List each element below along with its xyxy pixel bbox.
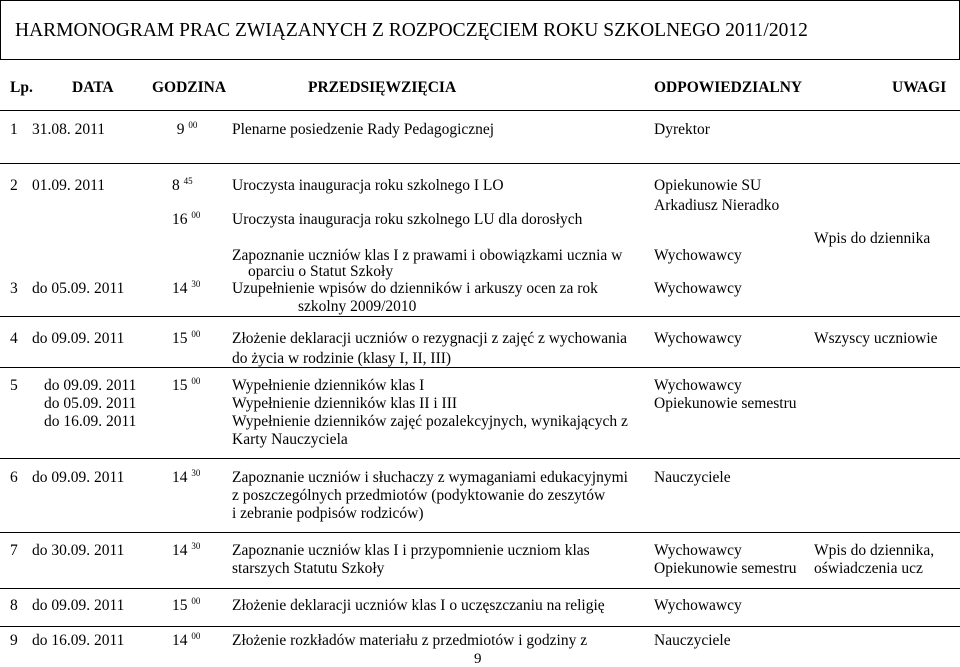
row-task: Zapoznanie uczniów klas I z prawami i obowiązkami ucznia w xyxy=(232,247,623,264)
row-task: Plenarne posiedzenie Rady Pedagogicznej xyxy=(228,111,650,164)
row-responsible: Wychowawcy xyxy=(654,330,742,347)
header-data: DATA xyxy=(72,79,114,96)
row-note: Wpis do dziennika, xyxy=(814,542,935,559)
row-time: 14 $^{00}$ xyxy=(172,631,201,649)
header-uwagi: UWAGI xyxy=(892,79,947,96)
row-lp: 9 xyxy=(10,632,18,649)
row-task: i zebranie podpisów rodziców) xyxy=(232,505,424,522)
row-date: do 05.09. 2011 xyxy=(32,280,125,297)
row-responsible: Arkadiusz Nieradko xyxy=(654,197,780,214)
schedule-table xyxy=(0,66,960,653)
table-row xyxy=(0,368,960,459)
row-lp: 1 xyxy=(0,111,28,164)
row-date: do 16.09. 2011 xyxy=(44,413,137,430)
row-task: Wypełnienie dzienników klas II i III xyxy=(232,395,458,412)
row-time: 16 $^{00}$ xyxy=(172,210,201,228)
row-responsible: Wychowawcy xyxy=(654,377,742,394)
row-responsible: Nauczyciele xyxy=(654,469,731,486)
table-row xyxy=(0,111,960,164)
table-row xyxy=(0,627,960,654)
table-row xyxy=(0,164,960,317)
header-godzina: GODZINA xyxy=(152,79,227,96)
row-date: do 09.09. 2011 xyxy=(32,330,125,347)
row-task: Karty Nauczyciela xyxy=(232,431,348,448)
row-task: Wypełnienie dzienników klas I xyxy=(232,377,425,394)
row-task: Złożenie deklaracji uczniów o rezygnacji z zajęć z wychowania xyxy=(232,330,628,347)
row-responsible: Nauczyciele xyxy=(654,632,731,649)
row-lp: 6 xyxy=(10,469,18,486)
row-date: do 09.09. 2011 xyxy=(32,469,125,486)
row-task: Zapoznanie uczniów klas I i przypomnienie uczniom klas xyxy=(232,542,590,559)
row-time: 14 $^{30}$ xyxy=(172,541,201,559)
row-time: 14 $^{30}$ xyxy=(172,468,201,486)
row-date: do 09.09. 2011 xyxy=(32,597,125,614)
row-date: do 30.09. 2011 xyxy=(32,542,125,559)
table-row xyxy=(0,533,960,589)
row-date: do 16.09. 2011 xyxy=(32,632,125,649)
row-time: 14 $^{30}$ xyxy=(172,279,201,297)
row-lp: 2 xyxy=(10,177,18,194)
row-task: Złożenie rozkładów materiału z przedmiotów i godziny z xyxy=(232,632,588,649)
table-row xyxy=(0,589,960,627)
row-lp: 8 xyxy=(10,597,18,614)
row-responsible: Wychowawcy xyxy=(654,597,742,614)
row-lp: 3 xyxy=(10,280,18,297)
row-time: 15 $^{00}$ xyxy=(172,376,201,394)
row-time: 15 $^{00}$ xyxy=(172,329,201,347)
row-lp: 7 xyxy=(10,542,18,559)
row-lp: 5 xyxy=(10,377,18,394)
row-task: Uroczysta inauguracja roku szkolnego I LO xyxy=(232,177,504,194)
row-responsible: Wychowawcy xyxy=(654,542,742,559)
row-responsible: Opiekunowie semestru xyxy=(654,560,797,577)
row-note: oświadczenia ucz xyxy=(814,560,923,577)
row-task: Złożenie deklaracji uczniów klas I o uczęszczaniu na religię xyxy=(232,597,605,614)
table-header-row xyxy=(0,66,960,111)
header-przedsiewziecia: PRZEDSIĘWZIĘCIA xyxy=(308,79,457,96)
header-odpowiedzialny: ODPOWIEDZIALNY xyxy=(654,79,803,96)
row-task: szkolny 2009/2010 xyxy=(298,298,417,315)
row-responsible: Wychowawcy xyxy=(654,247,742,264)
row-task: do życia w rodzinie (klasy I, II, III) xyxy=(232,350,452,367)
row-note: Wszyscy uczniowie xyxy=(814,330,938,347)
table-row xyxy=(0,317,960,368)
row-note: Wpis do dziennika xyxy=(814,230,931,247)
row-task: Uzupełnienie wpisów do dzienników i arkuszy ocen za rok xyxy=(232,280,598,297)
row-time: 8 $^{45}$ xyxy=(172,176,193,194)
table-row xyxy=(0,459,960,533)
row-lp: 4 xyxy=(10,330,18,347)
row-task: z poszczególnych przedmiotów (podyktowanie do zeszytów xyxy=(232,487,606,504)
row-date: 01.09. 2011 xyxy=(32,177,106,194)
row-responsible: Opiekunowie semestru xyxy=(654,395,797,412)
page-number: 9 xyxy=(474,651,482,667)
row-time: 15 $^{00}$ xyxy=(172,596,201,614)
row-task: Zapoznanie uczniów i słuchaczy z wymaganiami edukacyjnymi xyxy=(232,469,628,486)
row-date: 31.08. 2011 xyxy=(28,111,146,164)
row-date: do 09.09. 2011 xyxy=(44,377,137,394)
row-time: 9 $^{00}$ xyxy=(146,111,228,164)
row-task: starszych Statutu Szkoły xyxy=(232,560,385,577)
header-lp: Lp. xyxy=(10,79,33,96)
row-task: Wypełnienie dzienników zajęć pozalekcyjnych, wynikających z xyxy=(232,413,628,430)
row-task: Uroczysta inauguracja roku szkolnego LU dla dorosłych xyxy=(232,211,583,228)
row-date: do 05.09. 2011 xyxy=(44,395,137,412)
document-title: HARMONOGRAM PRAC ZWIĄZANYCH Z ROZPOCZĘCIEM ROKU SZKOLNEGO 2011/2012 xyxy=(0,0,960,60)
row-responsible: Dyrektor xyxy=(650,111,810,164)
row-responsible: Wychowawcy xyxy=(654,280,742,297)
row-task: oparciu o Statut Szkoły xyxy=(248,263,394,280)
row-responsible: Opiekunowie SU xyxy=(654,177,762,194)
